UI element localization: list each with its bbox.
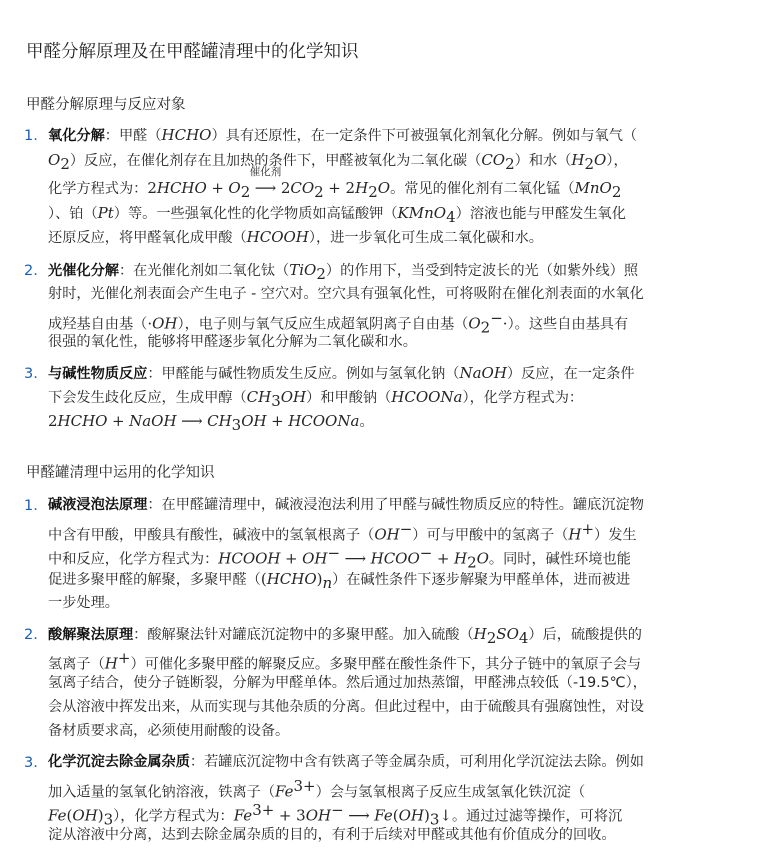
text-line: 氢离子结合，使分子链断裂，分解为甲醛单体。然后通过加热蒸馏，甲醛沸点较低（-19.5℃）， — [48, 675, 647, 691]
text-line: 一步处理。 — [48, 595, 119, 611]
text-line: 会从溶液中挥发出来，从而实现与其他杂质的分离。但此过程中，由于硫酸具有强腐蚀性，对设 — [48, 699, 644, 715]
item-term: 碱液浸泡法原理 — [48, 497, 148, 513]
text-line: 射时，光催化剂表面会产生电子 - 空穴对。空穴具有强氧化性，可将吸附在催化剂表面的水氧化 — [48, 286, 644, 302]
text-line: 中含有甲酸，甲酸具有酸性，碱液中的氢氧根离子（OH−）可与甲酸中的氢离子（H+）发生 — [48, 520, 637, 544]
text-line: 促进多聚甲醛的解聚，多聚甲醛$((HCHO)_n)$在碱性条件下逐步解聚为甲醛单体，进而被进 — [48, 570, 631, 592]
item-term: 酸解聚法原理 — [48, 627, 134, 643]
item-term: 光催化分解 — [48, 263, 119, 279]
list-number: 3. — [24, 366, 38, 382]
text-line: 还原反应，将甲醛氧化成甲酸（HCOOH），进一步氧化可生成二氧化碳和水。 — [48, 228, 543, 246]
text-line: 化学方程式为：2HCHO + $O_2$ 催化剂 ⟶ $2CO_2 + 2H_2O$。常见的催化剂有二氧化锰（MnO$_2$ — [48, 166, 622, 201]
list-number: 1. — [24, 498, 38, 514]
text-line: ）、铂（Pt）等。一些强氧化性的化学物质如高锰酸钾（KMnO$_4$）溶液也能与甲醛发生氧化 — [48, 204, 626, 226]
text-line: 下会发生歧化反应，生成甲醇$(CH_3OH)$和甲酸钠（HCOONa），化学方程式为： — [48, 388, 584, 410]
section-heading-tank-cleaning: 甲醛罐清理中运用的化学知识 — [26, 465, 215, 481]
text-line: 与碱性物质反应：甲醛能与碱性物质发生反应。例如与氢氧化钠（NaOH）反应，在一定条件 — [48, 364, 635, 382]
text-line: 氧化分解：甲醛（HCHO）具有还原性，在一定条件下可被强氧化剂氧化分解。例如与氧气（ — [48, 126, 638, 144]
text-line: 氢离子（H+）可催化多聚甲醛的解聚反应。多聚甲醛在酸性条件下，其分子链中的氧原子会与 — [48, 649, 642, 673]
page-title: 甲醛分解原理及在甲醛罐清理中的化学知识 — [26, 42, 359, 62]
text-line: 酸解聚法原理：酸解聚法针对罐底沉淀物中的多聚甲醛。加入硫酸$(H_2SO_4)$后，硫酸提供的 — [48, 625, 642, 647]
list-number: 3. — [24, 755, 38, 771]
text-line: 很强的氧化性，能够将甲醛逐步氧化分解为二氧化碳和水。 — [48, 334, 417, 350]
arrow-caption: 催化剂 — [249, 166, 282, 178]
text-line: 加入适量的氢氧化钠溶液，铁离子$(Fe^{3+})$会与氢氧根离子反应生成氢氧化铁沉淀（ — [48, 777, 586, 801]
section-heading-decomposition: 甲醛分解原理与反应对象 — [26, 97, 186, 113]
list-number: 2. — [24, 263, 38, 279]
text-line: 备材质要求高，必须使用耐酸的设备。 — [48, 723, 290, 739]
item-term: 化学沉淀去除金属杂质 — [48, 754, 190, 770]
list-number: 2. — [24, 627, 38, 643]
catalyst-arrow: 催化剂 ⟶ — [249, 166, 282, 197]
text-line: 光催化分解：在光催化剂如二氧化钛（TiO$_2$）的作用下，当受到特定波长的光（如紫外线）照 — [48, 261, 639, 283]
text-line: 中和反应，化学方程式为：HCOOH + OH− ⟶ HCOO− + $H_2O$。同时，碱性环境也能 — [48, 544, 631, 572]
item-term: 与碱性物质反应 — [48, 366, 148, 382]
text-line: 化学沉淀去除金属杂质：若罐底沉淀物中含有铁离子等金属杂质，可利用化学沉淀法去除。例如 — [48, 754, 644, 770]
text-line: 碱液浸泡法原理：在甲醛罐清理中，碱液浸泡法利用了甲醛与碱性物质反应的特性。罐底沉淀物 — [48, 497, 644, 513]
text-line: 2HCHO + NaOH ⟶ $CH_3OH$ + HCOONa。 — [48, 412, 374, 434]
text-line: 淀从溶液中分离，达到去除金属杂质的目的，有利于后续对甲醛或其他有价值成分的回收。 — [48, 827, 616, 843]
list-number: 1. — [24, 128, 38, 144]
text-line: $O_2$）反应，在催化剂存在且加热的条件下，甲醛被氧化为二氧化碳$(CO_2)$和水$(H_2O)$， — [48, 151, 628, 173]
text-line: 成羟基自由基（·OH），电子则与氧气反应生成超氧阴离子自由基$(O_2^-\cdot)$。这些自由基具有 — [48, 309, 629, 337]
text-line: $Fe(OH)_3$），化学方程式为：$Fe^{3+} + 3OH^-$ ⟶ $Fe(OH)_3↓$。通过过滤等操作，可将沉 — [48, 801, 623, 829]
item-term: 氧化分解 — [48, 128, 105, 144]
